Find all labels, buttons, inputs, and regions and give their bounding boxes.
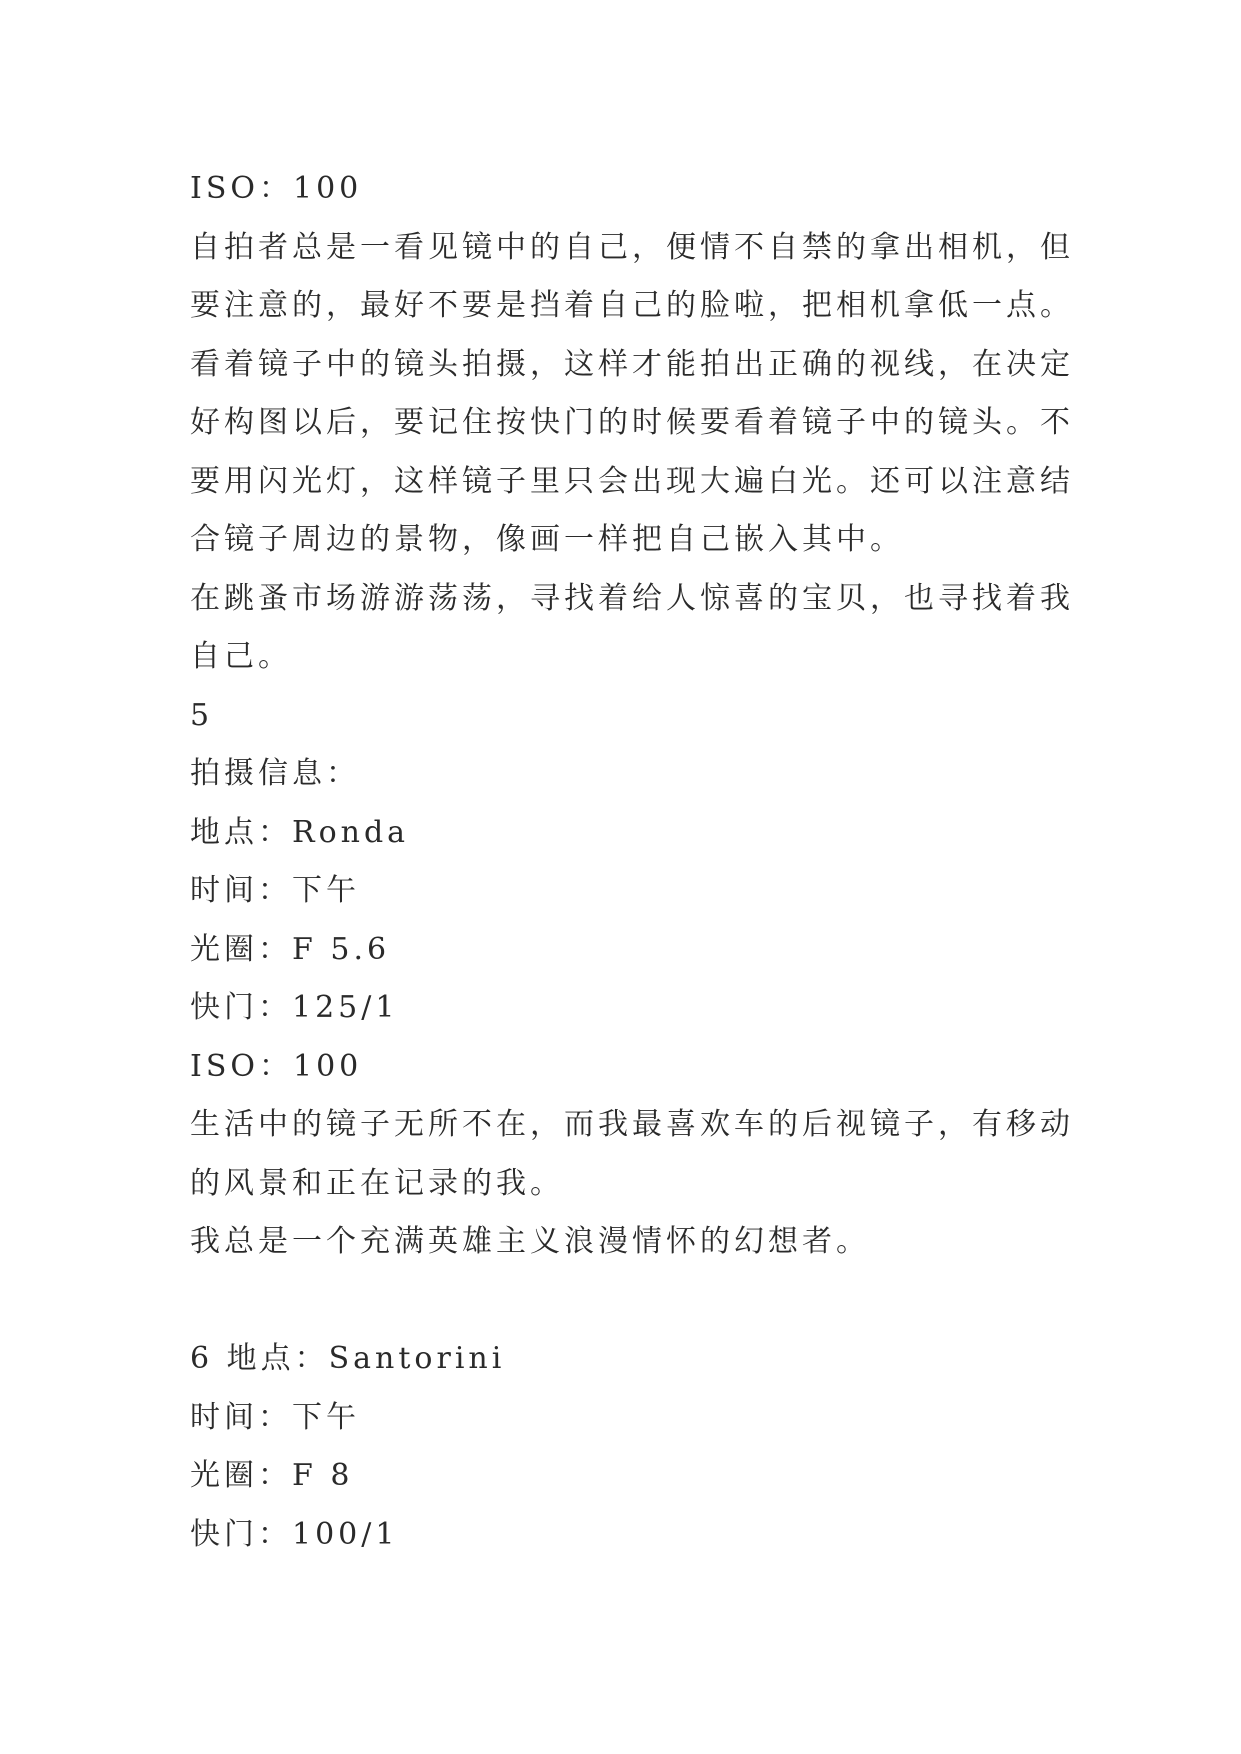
- iso-line: ISO：100: [190, 1048, 363, 1084]
- paragraph-line: 要用闪光灯，这样镜子里只会出现大遍白光。还可以注意结: [190, 463, 1074, 499]
- iso-line: ISO：100: [190, 171, 363, 206]
- location-line: 6 地点：Santorini: [190, 1341, 506, 1376]
- location-line: 地点：Ronda: [190, 814, 410, 850]
- paragraph-line: 生活中的镜子无所不在，而我最喜欢车的后视镜子，有移动: [190, 1107, 1074, 1142]
- paragraph-line: 我总是一个充满英雄主义浪漫情怀的幻想者。: [190, 1224, 870, 1259]
- paragraph-line: 的风景和正在记录的我。: [190, 1165, 564, 1201]
- section-number: 5: [190, 697, 214, 733]
- document-body: [190, 160, 1080, 1564]
- time-line: 时间：下午: [190, 873, 360, 908]
- paragraph-line: 自拍者总是一看见镜中的自己，便情不自禁的拿出相机，但: [190, 229, 1074, 265]
- paragraph-line: 合镜子周边的景物，像画一样把自己嵌入其中。: [190, 522, 904, 557]
- time-line: 时间：下午: [190, 1399, 360, 1435]
- paragraph-line: 好构图以后，要记住按快门的时候要看着镜子中的镜头。不: [190, 405, 1074, 440]
- paragraph-line: 要注意的，最好不要是挡着自己的脸啦，把相机拿低一点。: [190, 288, 1074, 323]
- aperture-line: 光圈：F 5.6: [190, 931, 391, 967]
- paragraph-line: 自己。: [190, 639, 292, 674]
- paragraph-line: 在跳蚤市场游游荡荡，寻找着给人惊喜的宝贝，也寻找着我: [190, 580, 1074, 616]
- shutter-line: 快门：100/1: [190, 1516, 399, 1552]
- shooting-info-heading: 拍摄信息：: [190, 756, 360, 791]
- shutter-line: 快门：125/1: [190, 990, 399, 1025]
- paragraph-line: 看着镜子中的镜头拍摄，这样才能拍出正确的视线，在决定: [190, 346, 1074, 382]
- blank-line: [190, 1272, 1080, 1331]
- aperture-line: 光圈：F 8: [190, 1458, 354, 1493]
